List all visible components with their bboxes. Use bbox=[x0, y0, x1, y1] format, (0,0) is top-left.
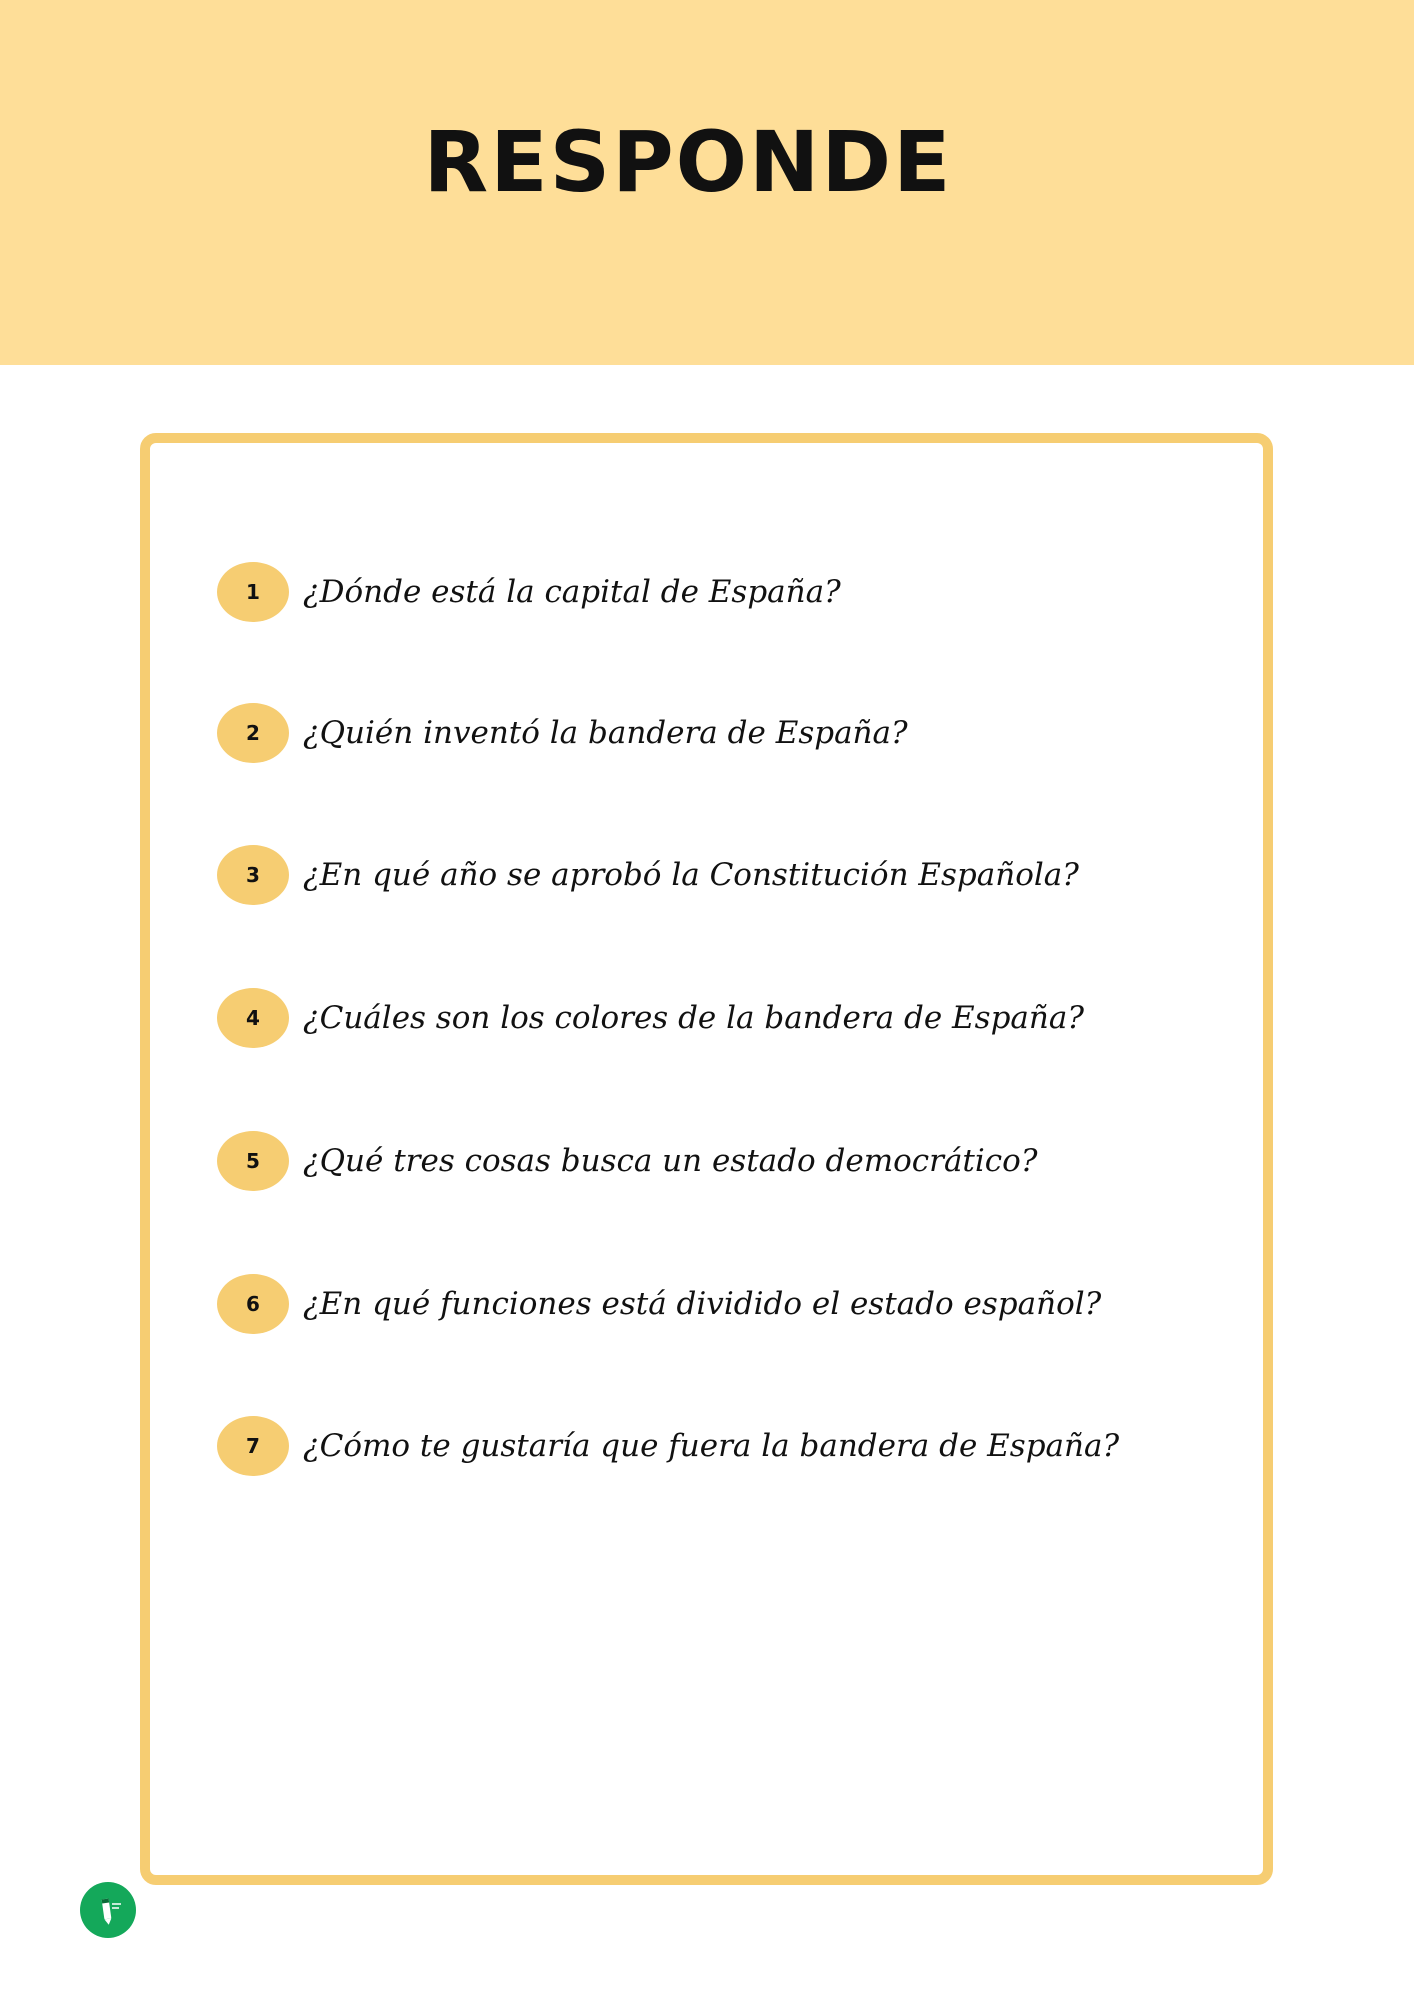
question-number-badge: 7 bbox=[217, 1416, 289, 1476]
question-text: ¿En qué año se aprobó la Constitución Española? bbox=[303, 857, 1079, 893]
question-text: ¿En qué funciones está dividido el estado español? bbox=[303, 1286, 1102, 1322]
question-number-badge: 2 bbox=[217, 703, 289, 763]
question-item-1 bbox=[217, 562, 841, 622]
pencil-logo-icon bbox=[80, 1882, 136, 1938]
question-item-7 bbox=[217, 1416, 1119, 1476]
question-text: ¿Cómo te gustaría que fuera la bandera de España? bbox=[303, 1428, 1120, 1464]
question-item-5 bbox=[217, 1131, 1037, 1191]
question-text: ¿Quién inventó la bandera de España? bbox=[303, 715, 908, 751]
page-title: RESPONDE bbox=[423, 113, 953, 211]
question-number-badge: 4 bbox=[217, 988, 289, 1048]
question-text: ¿Cuáles son los colores de la bandera de España? bbox=[303, 1000, 1084, 1036]
question-number-badge: 6 bbox=[217, 1274, 289, 1334]
question-item-6 bbox=[217, 1274, 1101, 1334]
question-item-4 bbox=[217, 988, 1084, 1048]
question-number-badge: 3 bbox=[217, 845, 289, 905]
question-item-3 bbox=[217, 845, 1079, 905]
question-text: ¿Qué tres cosas busca un estado democrático? bbox=[303, 1143, 1038, 1179]
question-item-2 bbox=[217, 703, 908, 763]
question-number-badge: 1 bbox=[217, 562, 289, 622]
question-number-badge: 5 bbox=[217, 1131, 289, 1191]
question-text: ¿Dónde está la capital de España? bbox=[303, 574, 841, 610]
